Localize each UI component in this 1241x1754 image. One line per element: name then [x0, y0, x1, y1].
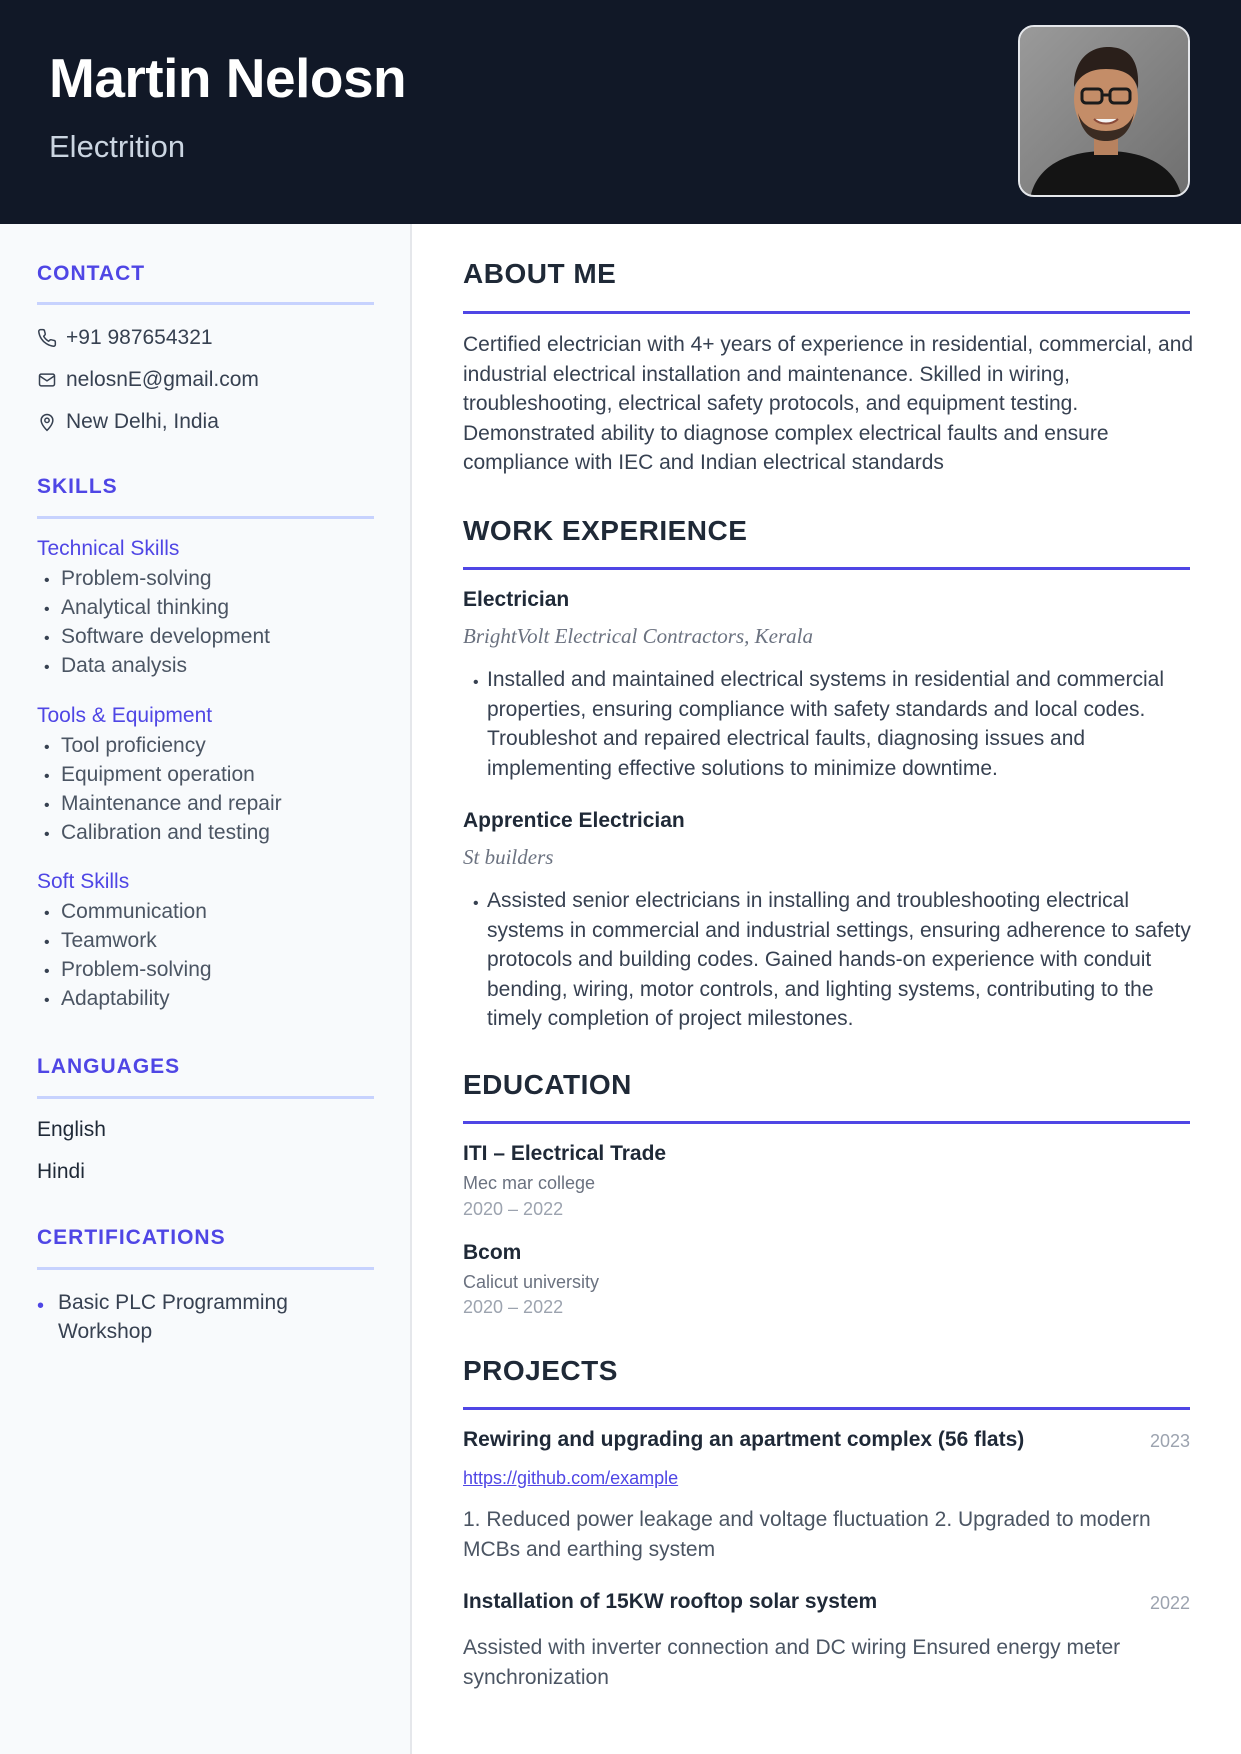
candidate-name: Martin Nelosn [49, 47, 407, 109]
skill-group-title: Soft Skills [37, 870, 130, 893]
experience-heading: WORK EXPERIENCE [463, 515, 748, 546]
skill-item: • Equipment operation [46, 761, 255, 789]
skill-item: • Adaptability [46, 985, 170, 1013]
main-content [412, 224, 1241, 1754]
skill-item: • Data analysis [46, 652, 187, 680]
phone-icon [37, 328, 57, 348]
skill-item: • Maintenance and repair [46, 790, 282, 818]
education-heading: EDUCATION [463, 1069, 632, 1100]
edu-school: Calicut university [463, 1272, 600, 1292]
skill-group-title: Technical Skills [37, 537, 180, 560]
mail-icon [37, 370, 57, 390]
skill-item: • Tool proficiency [46, 732, 206, 760]
project-title: Rewiring and upgrading an apartment complex (56 flats) [463, 1428, 1025, 1451]
job-description: • Assisted senior electricians in installing and troubleshooting electrical systems in commercial and industrial settings, ensuring adherence to safety protocols and building codes. Gained hands-on experience with conduit bending, wiring, motor controls, and lighting systems, contributing to the timely completion of project milestones. [487, 886, 1207, 1034]
divider [37, 516, 374, 519]
skill-group-title: Tools & Equipment [37, 704, 213, 727]
contact-location [37, 408, 219, 436]
sidebar [0, 224, 412, 1754]
skill-item: • Software development [46, 623, 270, 651]
project-description: Assisted with inverter connection and DC wiring Ensured energy meter synchronization [463, 1636, 1121, 1689]
divider [463, 567, 1190, 570]
project-link[interactable]: https://github.com/example [463, 1468, 679, 1488]
skills-heading: SKILLS [37, 475, 118, 498]
languages-heading: LANGUAGES [37, 1055, 181, 1078]
project-year: 2022 [1149, 1593, 1190, 1613]
certifications-heading: CERTIFICATIONS [37, 1226, 226, 1249]
profile-photo [1018, 25, 1190, 197]
certification-item: • Basic PLC Programming Workshop [37, 1288, 367, 1346]
edu-school: Mec mar college [463, 1173, 596, 1193]
skill-item: • Communication [46, 898, 207, 926]
phone-text: +91 987654321 [66, 326, 213, 349]
about-text: Certified electrician with 4+ years of experience in residential, commercial, and industrial electrical installation and maintenance. Skilled in wiring, troubleshooting, electrical safety protocols, and equipment testing. Demonstrated ability to diagnose complex electrical faults and ensure compliance with IEC and Indian electrical standards [463, 333, 1194, 474]
location-text: New Delhi, India [66, 410, 219, 433]
divider [463, 311, 1190, 314]
edu-degree: Bcom [463, 1241, 522, 1264]
divider [463, 1121, 1190, 1124]
person-portrait-icon [1020, 27, 1190, 197]
job-description: • Installed and maintained electrical systems in residential and commercial properties, ensuring compliance with safety standards and local codes. Troubleshot and repaired electrical faults, diagnosing issues and implementing effective solutions to minimize downtime. [487, 665, 1207, 783]
skill-item: • Calibration and testing [46, 819, 270, 847]
divider [37, 1096, 374, 1099]
skill-item: • Teamwork [46, 927, 157, 955]
candidate-title: Electrition [49, 129, 186, 164]
edu-degree: ITI – Electrical Trade [463, 1142, 667, 1165]
job-company: BrightVolt Electrical Contractors, Kerala [463, 624, 813, 648]
about-heading: ABOUT ME [463, 258, 617, 289]
skill-item: • Analytical thinking [46, 594, 229, 622]
project-year: 2023 [1149, 1431, 1190, 1451]
language-item: Hindi [37, 1160, 85, 1183]
skill-item: • Problem-solving [46, 565, 212, 593]
contact-phone[interactable] [37, 324, 213, 352]
project-title: Installation of 15KW rooftop solar system [463, 1590, 878, 1613]
divider [37, 302, 374, 305]
job-title: Electrician [463, 588, 570, 611]
projects-heading: PROJECTS [463, 1355, 618, 1386]
resume-header [0, 0, 1241, 224]
edu-dates: 2020 – 2022 [463, 1199, 564, 1219]
contact-heading: CONTACT [37, 262, 146, 285]
job-company: St builders [463, 845, 554, 869]
job-title: Apprentice Electrician [463, 809, 685, 832]
divider [37, 1267, 374, 1270]
language-item: English [37, 1118, 106, 1141]
divider [463, 1407, 1190, 1410]
edu-dates: 2020 – 2022 [463, 1297, 564, 1317]
project-description: 1. Reduced power leakage and voltage fluctuation 2. Upgraded to modern MCBs and earthing system [463, 1508, 1151, 1561]
skill-item: • Problem-solving [46, 956, 212, 984]
contact-email[interactable] [37, 366, 259, 394]
map-pin-icon [37, 412, 57, 432]
email-text: nelosnE@gmail.com [66, 368, 259, 391]
